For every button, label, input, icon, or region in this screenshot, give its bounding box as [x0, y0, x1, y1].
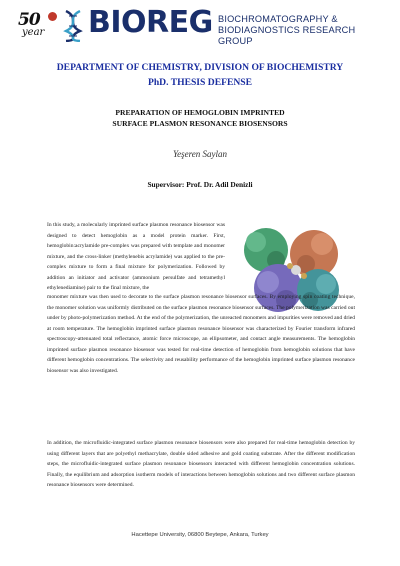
- defense-heading: PhD. THESIS DEFENSE: [147, 77, 253, 88]
- abstract-paragraph-1-continued: monomer mixture was then used to decorate to the surface plasmon resonance biosensor surfaces. By employing spin coating technique, the monomer solution was uniformly distributed on the surface plasmon resonance biosensor surfaces. The polymerization was carried out under by photo-polymerization method. At the end of the polymerization, the unreacted monomers and impurities were removed and dried at room temperature. The hemoglobin imprinted surface plasmon resonance biosensor was characterized by Fourier transform infrared spectroscopy-attenuated total reflectance, atomic force microscope, an ellipsometer, and contact angle measurements. The hemoglobin imprinted surface plasmon resonance biosensor was tested for real-time detection of hemoglobin from hemoglobin solutions that have different hemoglobin concentrations. The selectivity and reusability performance of the hemoglobin imprinted surface plasmon resonance biosensor was also investigated.: [47, 294, 355, 374]
- group-name-line2: BIODIAGNOSTICS RESEARCH GROUP: [218, 25, 356, 46]
- brand-logo-text: BIOREG: [88, 5, 213, 40]
- author-name: Yeşeren Saylan: [172, 149, 228, 159]
- footer-address: Hacettepe University, 06800 Beytepe, Ankara, Turkey: [131, 532, 269, 538]
- group-name: [218, 14, 388, 47]
- fifty-year-logo: [18, 10, 62, 44]
- header: [18, 6, 388, 46]
- dna-helix-icon: [62, 10, 84, 42]
- department-heading: DEPARTMENT OF CHEMISTRY, DIVISION OF BIOCHEMISTRY: [56, 62, 344, 73]
- abstract-paragraph-2: In addition, the microfluidic-integrated surface plasmon resonance biosensors were also prepared for real-time hemoglobin detection by using different layers that are polyethyl methacrylate, double sided adhesive and gold coating substrate. After the different modification steps, the microfluidic-integrated surface plasmon resonance biosensors interacted with different hemoglobin concentration solutions. Finally, the equilibrium and adsorption isotherm models of interactions between hemoglobin solutions and two different surface plasmon resonance biosensors were determined.: [47, 440, 355, 488]
- anniversary-number: 50: [18, 10, 40, 30]
- supervisor-line: Supervisor: Prof. Dr. Adil Denizli: [147, 180, 253, 189]
- thesis-title-line2: SURFACE PLASMON RESONANCE BIOSENSORS: [112, 119, 288, 128]
- abstract-paragraph-1-start: In this study, a molecularly imprinted surface plasmon resonance biosensor was designed to detect hemoglobin as a model protein marker. First, hemoglobin:acrylamide pre-complex was prepared with template and monomer mixture, and the cross-linker (methylenebis acrylamide) was applied to the pre-complex mixture to form a final mixture for polymerization. Followed by addition an initiator and activator (ammonium persulfate and tetramethyl ethylenediamine) pair to the final mixture, the: [47, 222, 225, 291]
- group-name-line1: BIOCHROMATOGRAPHY &: [218, 14, 338, 24]
- anniversary-badge-icon: [48, 12, 57, 21]
- anniversary-word: year: [22, 27, 45, 38]
- thesis-title-line1: PREPARATION OF HEMOGLOBIN IMPRINTED: [115, 108, 285, 117]
